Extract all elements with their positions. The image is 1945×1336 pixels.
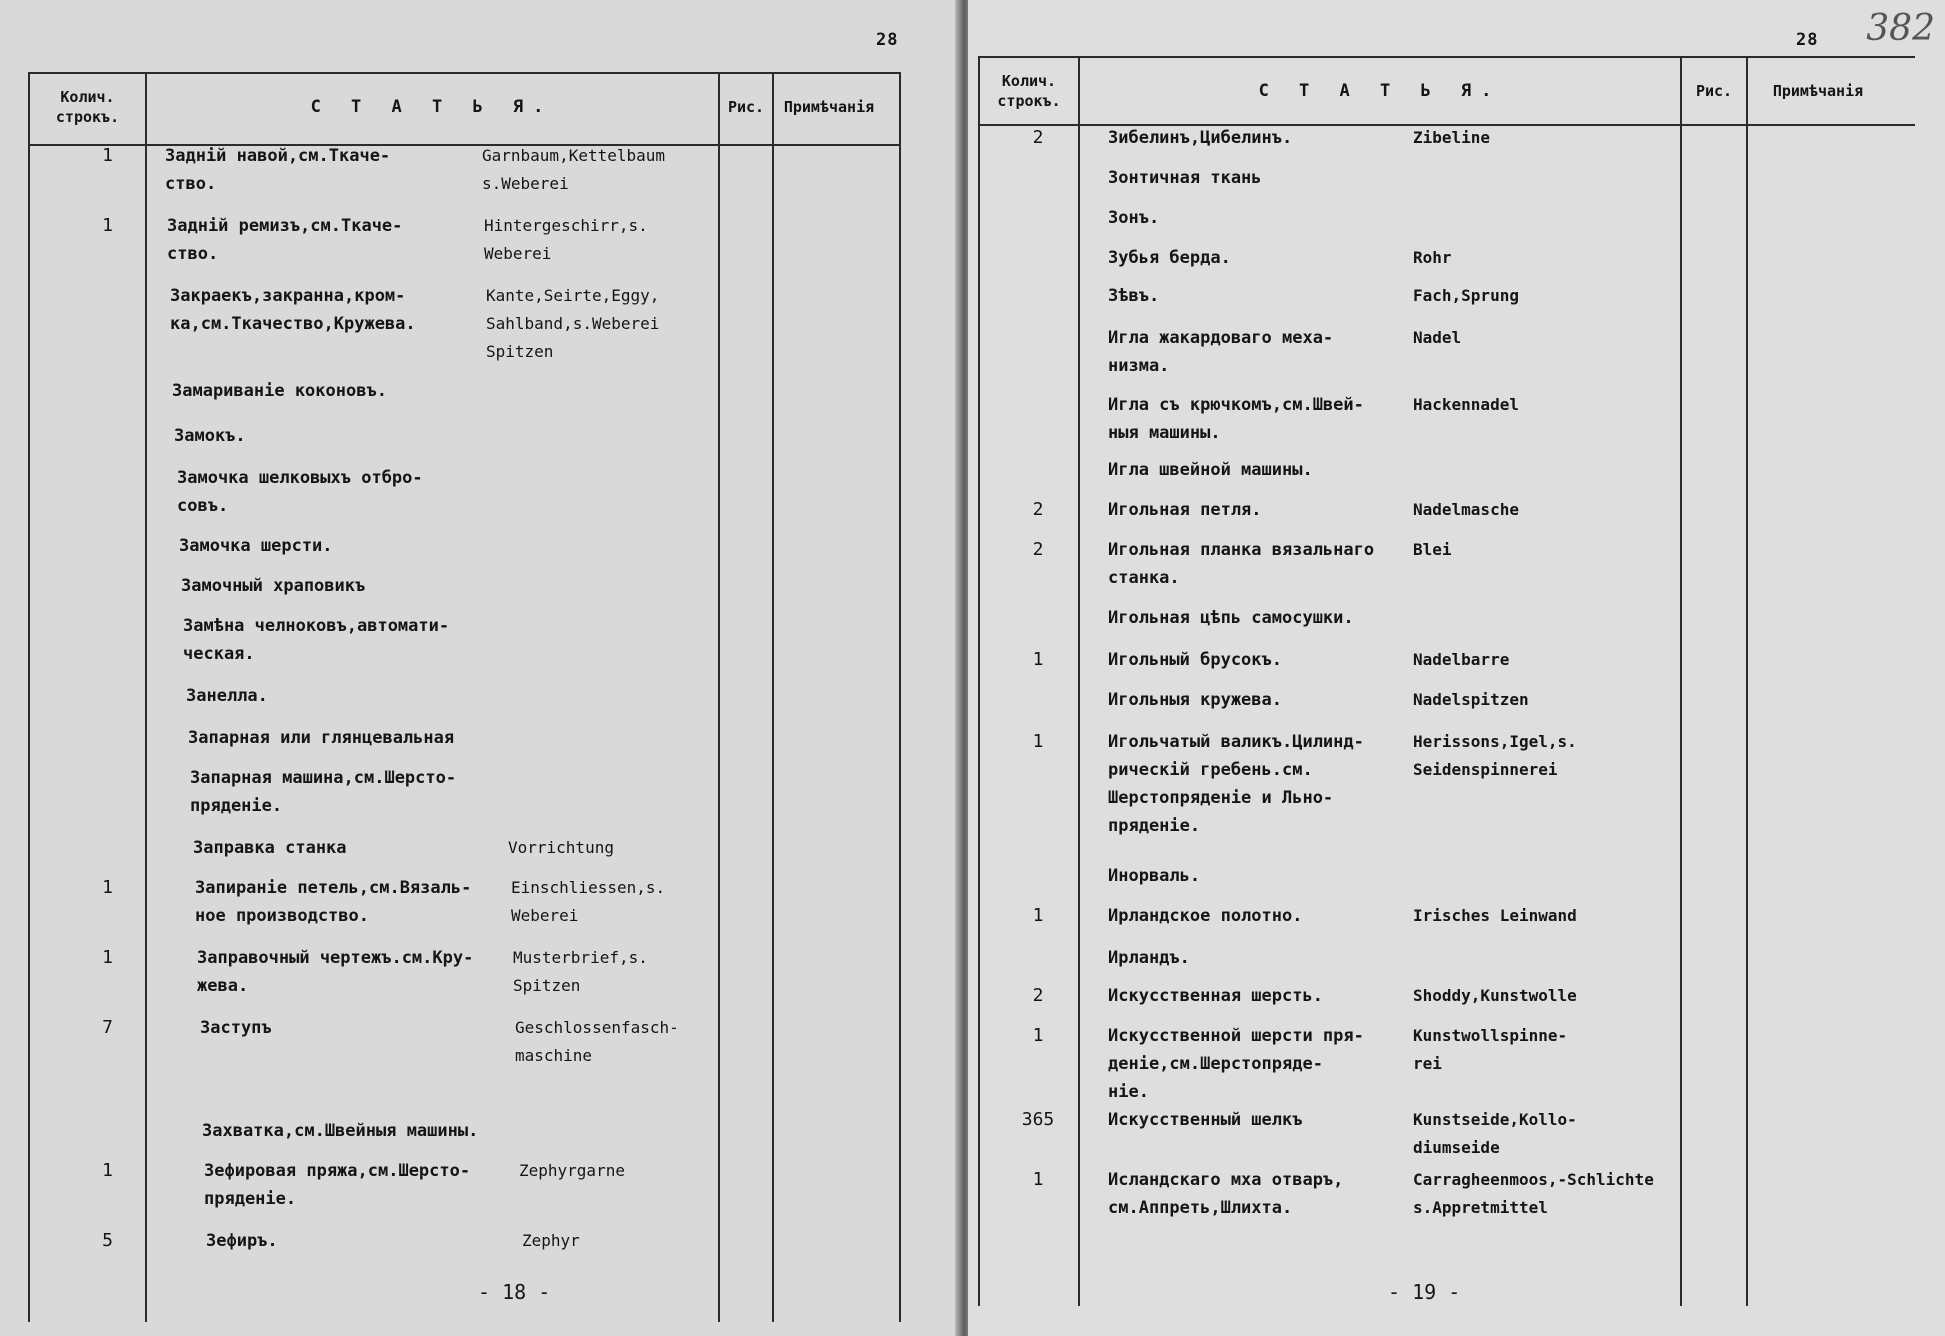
- row-russian-term: Искусственная шерсть.: [1108, 986, 1323, 1006]
- header-figure: Рис.: [727, 98, 765, 116]
- row-russian-term: Замочный храповикъ: [181, 576, 366, 596]
- row-russian-term: Ирландъ.: [1108, 948, 1190, 968]
- row-russian-term: Игольный брусокъ.: [1108, 650, 1282, 670]
- column-rule: [718, 72, 720, 1322]
- row-russian-term: Закраекъ,закранна,кром- ка,см.Ткачество,Кружева.: [170, 286, 416, 334]
- row-quantity: 1: [1032, 905, 1044, 926]
- row-german-term: Zephyrgarne: [519, 1161, 625, 1180]
- row-quantity: 2: [1032, 127, 1044, 148]
- row-german-term: Geschlossenfasch- maschine: [515, 1018, 679, 1065]
- row-russian-term: Замочка шерсти.: [179, 536, 333, 556]
- row-russian-term: Игольная петля.: [1108, 500, 1262, 520]
- left-page: [0, 0, 962, 1336]
- header-notes: Примѣчанія: [783, 98, 875, 116]
- row-russian-term: Задній навой,см.Ткаче- ство.: [165, 146, 391, 194]
- right-page: [968, 0, 1945, 1336]
- header-qty: Колич. строкъ.: [55, 88, 120, 126]
- row-russian-term: Игольныя кружева.: [1108, 690, 1282, 710]
- column-rule: [1746, 56, 1748, 1306]
- row-russian-term: Занелла.: [186, 686, 268, 706]
- row-quantity: 1: [102, 1160, 113, 1181]
- handwritten-folio-number: 382: [1866, 8, 1935, 49]
- row-russian-term: Исландскаго мха отваръ, см.Аппреть,Шлихта.: [1108, 1170, 1344, 1218]
- row-russian-term: Зефиръ.: [206, 1231, 278, 1251]
- row-quantity: 5: [102, 1230, 113, 1251]
- left-page-bottom-number: - 18 -: [478, 1280, 551, 1304]
- column-rule: [772, 72, 774, 1322]
- row-russian-term: Зонъ.: [1108, 208, 1160, 228]
- row-russian-term: Замокъ.: [174, 426, 246, 446]
- row-russian-term: Игольная цѣпь самосушки.: [1108, 608, 1354, 628]
- row-russian-term: Зубья берда.: [1108, 248, 1231, 268]
- row-quantity: 1: [1032, 731, 1044, 752]
- row-german-term: Kunstwollspinne- rei: [1413, 1026, 1568, 1073]
- row-german-term: Hackennadel: [1413, 395, 1519, 414]
- row-russian-term: Искусственной шерсти пря- деніе,см.Шерстопряде- ніе.: [1108, 1026, 1364, 1102]
- row-german-term: Vorrichtung: [508, 838, 614, 857]
- left-page-top-number: 28: [876, 30, 899, 50]
- row-russian-term: Игла швейной машины.: [1108, 460, 1313, 480]
- row-german-term: Fach,Sprung: [1413, 286, 1519, 305]
- row-russian-term: Игольчатый валикъ.Цилинд- рическій гребень.см. Шерстопряденіе и Льно- пряденіе.: [1108, 732, 1364, 836]
- row-quantity: 1: [1032, 1025, 1044, 1046]
- row-russian-term: Замѣна челноковъ,автомати- ческая.: [183, 616, 450, 664]
- row-russian-term: Задній ремизъ,см.Ткаче- ство.: [167, 216, 403, 264]
- row-quantity: 1: [102, 877, 113, 898]
- header-article: С Т А Т Ь Я.: [1258, 81, 1502, 101]
- row-quantity: 2: [1032, 985, 1044, 1006]
- row-german-term: Zibeline: [1413, 128, 1491, 147]
- column-rule: [1680, 56, 1682, 1306]
- row-quantity: 365: [1021, 1109, 1055, 1130]
- row-quantity: 1: [102, 947, 113, 968]
- row-russian-term: Заправка станка: [193, 838, 347, 858]
- header-figure: Рис.: [1695, 82, 1733, 100]
- row-german-term: Kante,Seirte,Eggy, Sahlband,s.Weberei Spitzen: [486, 286, 660, 361]
- row-german-term: Herissons,Igel,s. Seidenspinnerei: [1413, 732, 1577, 779]
- row-german-term: Zephyr: [522, 1231, 580, 1250]
- row-russian-term: Игла жакардоваго меха- низма.: [1108, 328, 1334, 376]
- row-quantity: 1: [102, 215, 113, 236]
- row-russian-term: Зибелинъ,Цибелинъ.: [1108, 128, 1293, 148]
- row-russian-term: Зѣвъ.: [1108, 286, 1160, 306]
- row-german-term: Irisches Leinwand: [1413, 906, 1577, 925]
- row-quantity: 1: [102, 145, 113, 166]
- row-russian-term: Замочка шелковыхъ отбро- совъ.: [177, 468, 423, 516]
- row-german-term: Blei: [1413, 540, 1452, 559]
- row-quantity: 7: [102, 1017, 113, 1038]
- row-quantity: 1: [1032, 1169, 1044, 1190]
- header-article: С Т А Т Ь Я.: [310, 97, 554, 117]
- row-german-term: Carragheenmoos,-Schlichte s.Appretmittel: [1413, 1170, 1654, 1217]
- row-german-term: Musterbrief,s. Spitzen: [513, 948, 648, 995]
- row-german-term: Rohr: [1413, 248, 1452, 267]
- row-russian-term: Запираніе петель,см.Вязаль- ное производство.: [195, 878, 472, 926]
- row-german-term: Garnbaum,Kettelbaum s.Weberei: [482, 146, 666, 193]
- row-russian-term: Замариваніе коконовъ.: [172, 381, 387, 401]
- row-russian-term: Ирландское полотно.: [1108, 906, 1303, 926]
- row-german-term: Shoddy,Kunstwolle: [1413, 986, 1577, 1005]
- header-notes: Примѣчанія: [1772, 82, 1864, 100]
- row-quantity: 1: [1032, 649, 1044, 670]
- row-russian-term: Заступъ: [200, 1018, 272, 1038]
- column-rule: [899, 72, 901, 1322]
- left-table: [0, 72, 962, 1322]
- right-page-top-number: 28: [1796, 30, 1819, 50]
- row-russian-term: Заправочный чертежъ.см.Кру- жева.: [197, 948, 474, 996]
- row-russian-term: Захватка,см.Швейныя машины.: [202, 1121, 479, 1141]
- row-german-term: Nadelbarre: [1413, 650, 1510, 669]
- row-german-term: Kunstseide,Kollo- diumseide: [1413, 1110, 1577, 1157]
- right-page-bottom-number: - 19 -: [1388, 1280, 1461, 1304]
- row-russian-term: Игла съ крючкомъ,см.Швей- ныя машины.: [1108, 395, 1364, 443]
- row-russian-term: Игольная планка вязальнаго станка.: [1108, 540, 1375, 588]
- row-german-term: Hintergeschirr,s. Weberei: [484, 216, 648, 263]
- row-russian-term: Зонтичная ткань: [1108, 168, 1262, 188]
- header-qty: Колич. строкъ.: [997, 72, 1061, 110]
- row-german-term: Nadel: [1413, 328, 1462, 347]
- row-russian-term: Запарная или глянцевальная: [188, 728, 455, 748]
- column-rule: [145, 72, 147, 1322]
- table-header-rule: [28, 144, 900, 146]
- row-german-term: Einschliessen,s. Weberei: [511, 878, 666, 925]
- row-russian-term: Запарная машина,см.Шерсто- пряденіе.: [190, 768, 457, 816]
- row-russian-term: Инорваль.: [1108, 866, 1201, 886]
- column-rule: [28, 72, 30, 1322]
- row-russian-term: Зефировая пряжа,см.Шерсто- пряденіе.: [204, 1161, 471, 1209]
- row-quantity: 2: [1032, 499, 1044, 520]
- row-quantity: 2: [1032, 539, 1044, 560]
- row-german-term: Nadelmasche: [1413, 500, 1519, 519]
- row-german-term: Nadelspitzen: [1413, 690, 1529, 709]
- right-table: [968, 56, 1945, 1306]
- row-russian-term: Искусственный шелкъ: [1108, 1110, 1303, 1130]
